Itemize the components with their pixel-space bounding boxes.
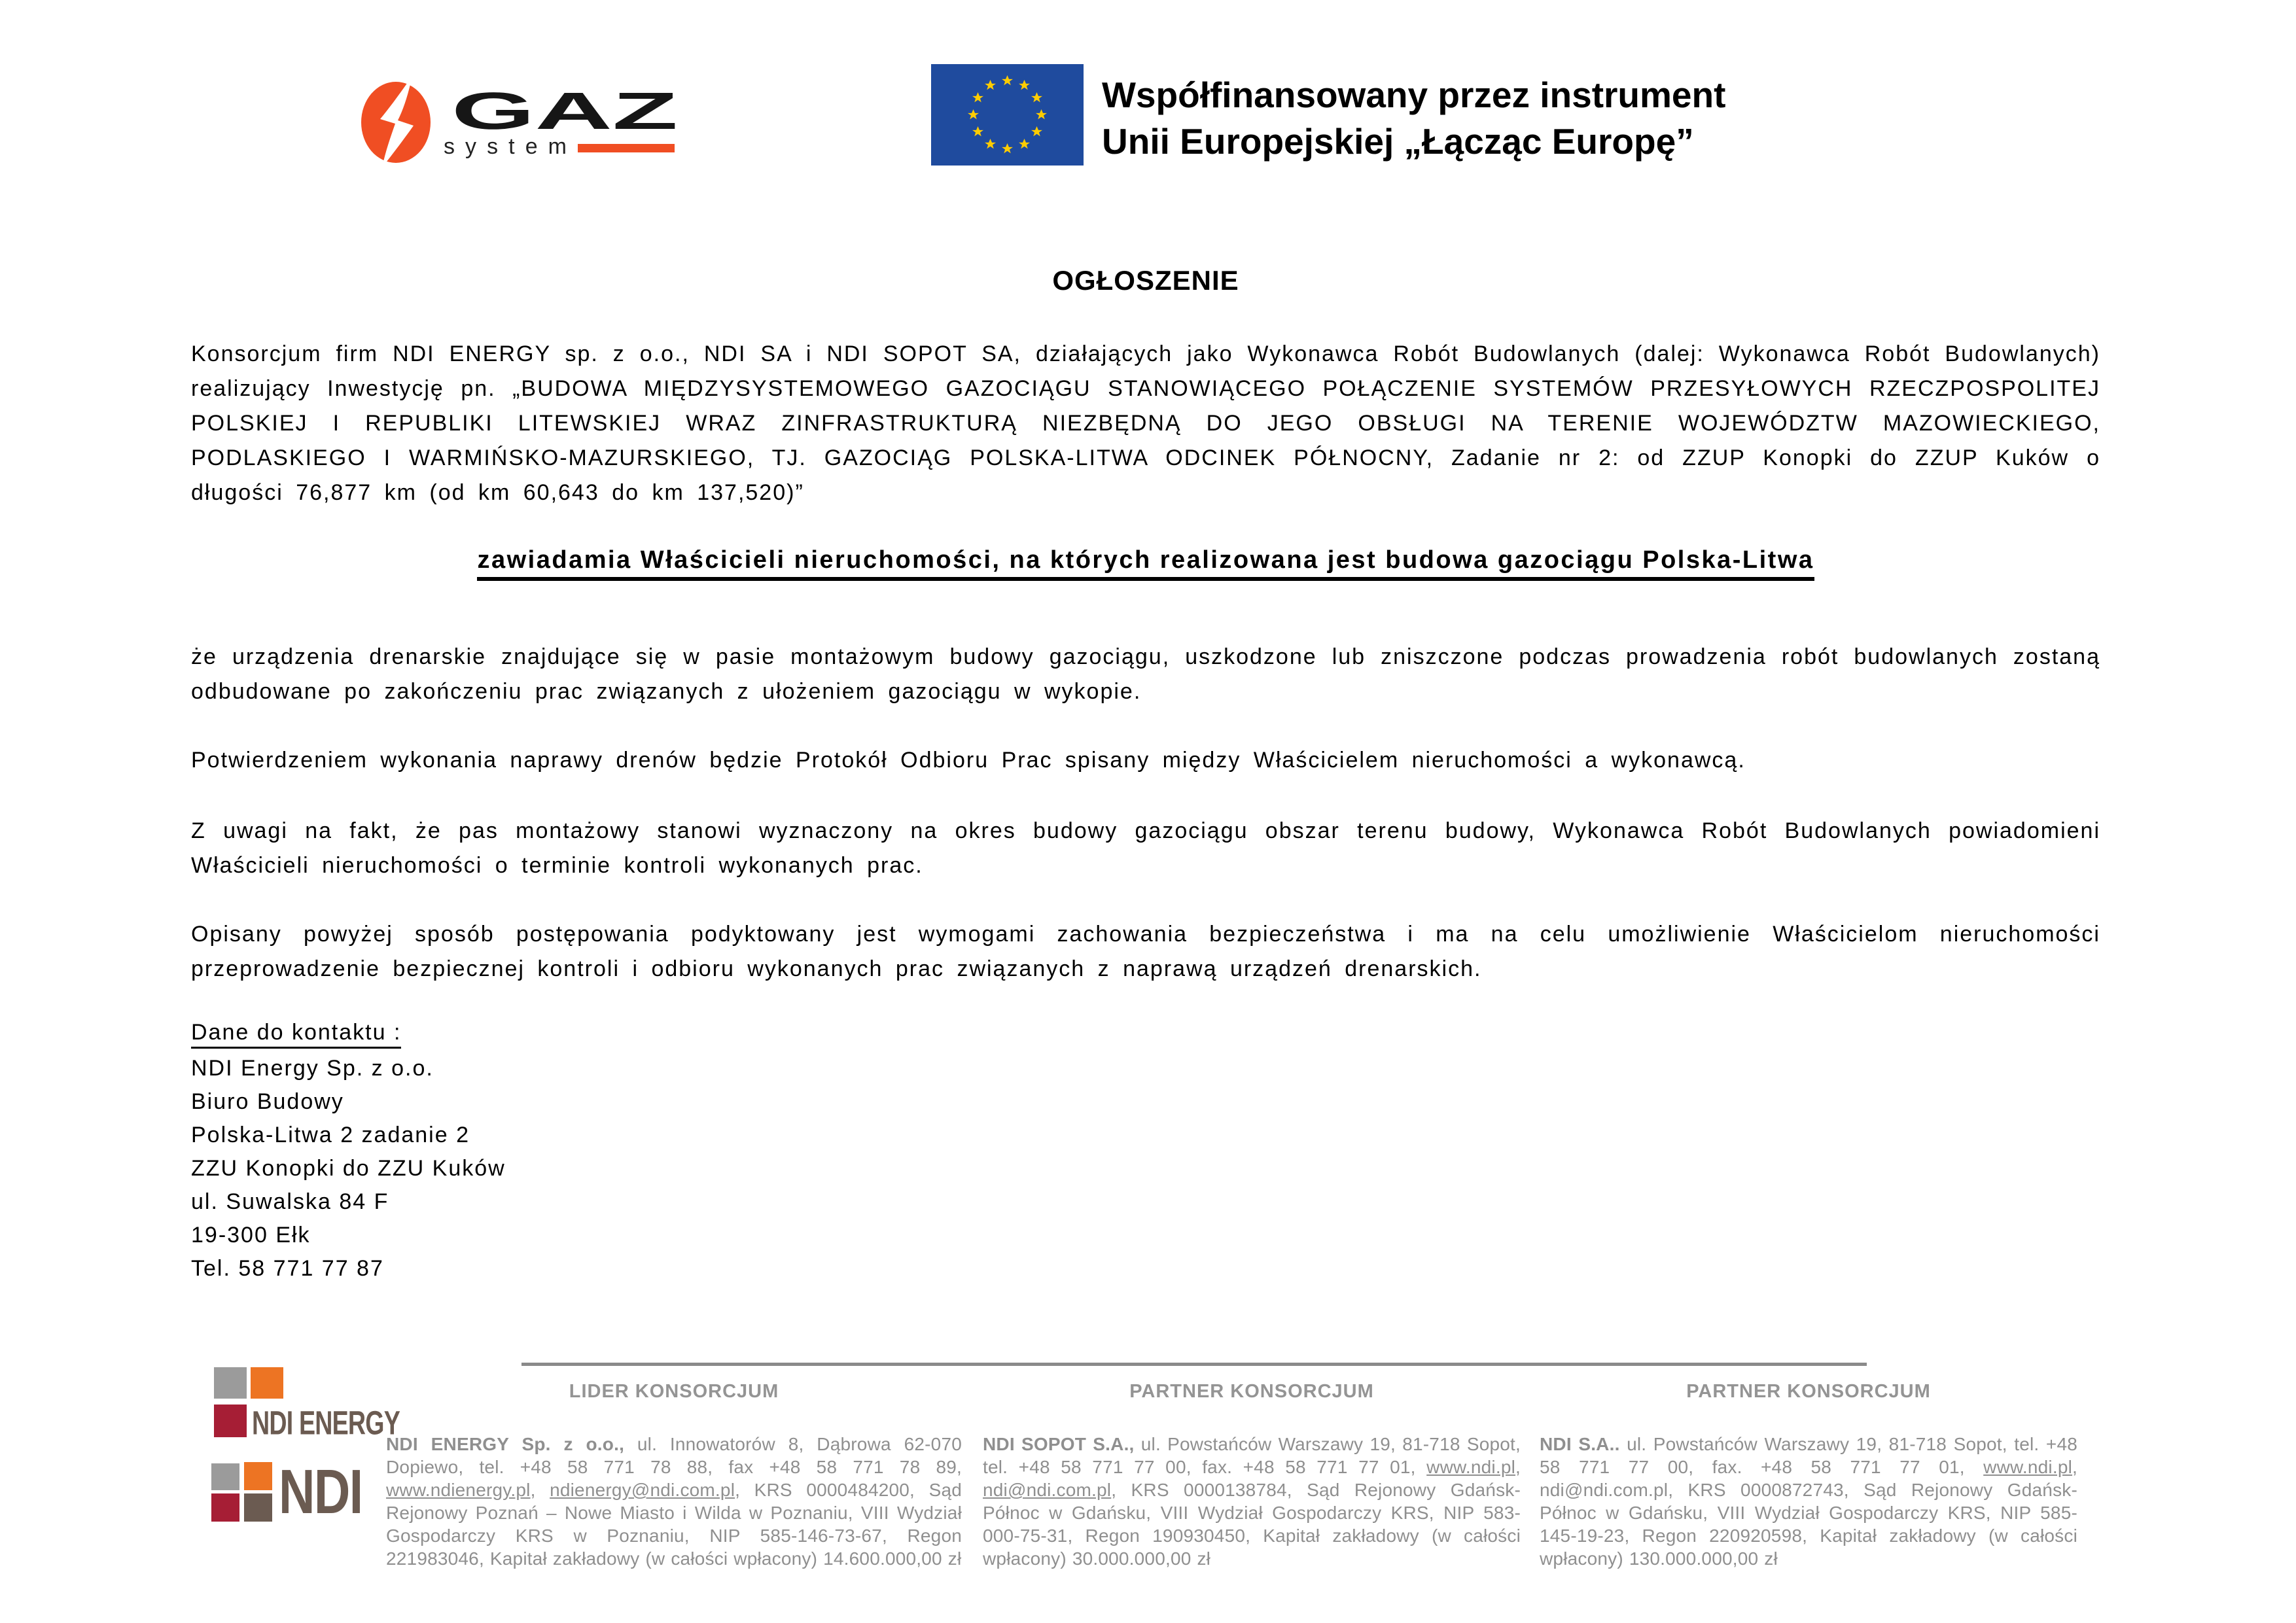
- footer-registry-text: , KRS 0000484200, Sąd Rejonowy Poznań – Nowe Miasto i Wilda w Poznaniu, VIII Wydział Gospodarczy KRS w Poznaniu, NIP 585-146-73-67, Regon 221983046, Kapitał zakładowy (w całości wpłacony) 14.600.000,00 zł: [386, 1480, 962, 1569]
- body-paragraph-4: Opisany powyżej sposób postępowania podyktowany jest wymogami zachowania bezpieczeństwa i ma na celu umożliwienie Właścicielom nieruchomości przeprowadzenie bezpiecznej kontroli i odbioru wykonanych prac związanych z naprawą urządzeń drenarskich.: [191, 922, 2100, 981]
- contact-company: NDI Energy Sp. z o.o.: [191, 1056, 434, 1081]
- eu-text-line1: Współfinansowany przez instrument: [1102, 75, 1726, 115]
- gaz-system-logo: [360, 80, 677, 166]
- footer-column-text: [1540, 1433, 2077, 1570]
- notice-heading: [191, 544, 2100, 576]
- ndi-energy-logo-square-orange: [251, 1367, 283, 1399]
- footer-website-link[interactable]: www.ndi.pl: [1983, 1457, 2073, 1477]
- footer-website-link[interactable]: www.ndienergy.pl: [386, 1480, 531, 1500]
- footer-address-text: ul. Powstańców Warszawy 19, 81-718 Sopot, tel. +48 58 771 77 00, fax. +48 58 771 77 01,: [983, 1434, 1521, 1477]
- contact-street: ul. Suwalska 84 F: [191, 1189, 389, 1214]
- footer-separator-text: ,: [1515, 1457, 1521, 1477]
- page-title: OGŁOSZENIE: [1052, 265, 1239, 296]
- body-paragraph-1: że urządzenia drenarskie znajdujące się w pasie montażowym budowy gazociągu, uszkodzone lub zniszczone podczas prowadzenia robót budowlanych zostaną odbudowane po zakończeniu prac związanych z ułożeniem gazociągu w wykopie.: [191, 644, 2100, 704]
- notice-heading-text: zawiadamia Właścicieli nieruchomości, na których realizowana jest budowa gazociągu Polska-Litwa: [477, 546, 1814, 581]
- footer-column-role: PARTNER KONSORCJUM: [1686, 1381, 1931, 1402]
- contact-title: Dane do kontaktu :: [191, 1016, 2100, 1049]
- footer-column-text: [983, 1433, 1521, 1570]
- footer-address-text: ul. Innowatorów 8, Dąbrowa 62-070 Dopiewo, tel. +48 58 771 78 88, fax +48 58 771 78 89,: [386, 1434, 962, 1477]
- gaz-underline-bar: [578, 144, 675, 152]
- ndi-energy-logo-square-crimson: [214, 1405, 247, 1437]
- gaz-tagline: system: [444, 134, 567, 159]
- footer-address-text: ul. Powstańców Warszawy 19, 81-718 Sopot, tel. +48 58 771 77 00, fax. +48 58 771 77 01,: [1540, 1434, 2077, 1477]
- footer-company-name: NDI SOPOT S.A.,: [983, 1434, 1135, 1454]
- contact-office: Biuro Budowy: [191, 1089, 344, 1114]
- contact-block: [191, 1016, 2100, 1285]
- ndi-energy-logo-text: NDI ENERGY: [252, 1403, 400, 1442]
- footer-website-link[interactable]: www.ndi.pl: [1426, 1457, 1516, 1477]
- ndi-logo-square-brown: [244, 1493, 272, 1522]
- body-paragraph-3: Z uwagi na fakt, że pas montażowy stanowi wyznaczony na okres budowy gazociągu obszar terenu budowy, Wykonawca Robót Budowlanych powiadomieni Właścicieli nieruchomości o terminie kontroli wykonanych prac.: [191, 818, 2100, 878]
- footer-email-link[interactable]: ndienergy@ndi.com.pl: [550, 1480, 735, 1500]
- footer-column-lider: [386, 1382, 962, 1570]
- contact-project: Polska-Litwa 2 zadanie 2: [191, 1123, 470, 1147]
- document-content: [191, 265, 2100, 1285]
- footer-column-role: LIDER KONSORCJUM: [569, 1381, 779, 1402]
- ndi-logo-text: NDI: [279, 1457, 362, 1527]
- gaz-flame-icon: [360, 80, 677, 166]
- gaz-wordmark: GAZ: [451, 82, 677, 140]
- footer-column-partner-1: [983, 1382, 1521, 1570]
- intro-paragraph: Konsorcjum firm NDI ENERGY sp. z o.o., NDI SA i NDI SOPOT SA, działających jako Wykonawca Robót Budowlanych (dalej: Wykonawca Robót Budowlanych) realizujący Inwestycję pn. „BUDOWA MIĘDZYSYSTEMOWEGO GAZOCIĄGU STANOWIĄCEGO POŁĄCZENIE SYSTEMÓW PRZESYŁOWYCH RZECZPOSPOLITEJ POLSKIEJ I REPUBLIKI LITEWSKIEJ WRAZ ZINFRASTRUKTURĄ NIEZBĘDNĄ DO JEGO OBSŁUGI NA TERENIE WOJEWÓDZTW MAZOWIECKIEGO, PODLASKIEGO I WARMIŃSKO-MAZURSKIEGO, TJ. GAZOCIĄG POLSKA-LITWA ODCINEK PÓŁNOCNY, Zadanie nr 2: od ZZUP Konopki do ZZUP Kuków o długości 76,877 km (od km 60,643 do km 137,520)”: [191, 341, 2100, 505]
- ndi-logo-square-crimson: [211, 1493, 239, 1522]
- contact-phone: Tel. 58 771 77 87: [191, 1256, 384, 1281]
- ndi-logos: [211, 1365, 408, 1535]
- ndi-energy-logo-square-gray: [214, 1367, 247, 1399]
- footer-company-name: NDI ENERGY Sp. z o.o.,: [386, 1434, 625, 1454]
- footer-column-partner-2: [1540, 1382, 2077, 1570]
- footer-column-text: [386, 1433, 962, 1570]
- footer-separator-text: ,: [530, 1480, 550, 1500]
- footer-registry-text: , ndi@ndi.com.pl, KRS 0000872743, Sąd Rejonowy Gdańsk-Północ w Gdańsku, VIII Wydział Gospodarczy KRS, NIP 585-145-19-23, Regon 220920598, Kapitał zakładowy (w całości wpłacony) 130.000.000,00 zł: [1540, 1457, 2077, 1569]
- footer-email-link[interactable]: ndi@ndi.com.pl: [983, 1480, 1112, 1500]
- footer-column-role: PARTNER KONSORCJUM: [1129, 1381, 1374, 1402]
- contact-section: ZZU Konopki do ZZU Kuków: [191, 1156, 506, 1181]
- body-paragraph-2: Potwierdzeniem wykonania naprawy drenów będzie Protokół Odbioru Prac spisany między Właścicielem nieruchomości a wykonawcą.: [191, 748, 1746, 773]
- ndi-logo-square-orange: [244, 1462, 272, 1490]
- footer-separator-line: [521, 1363, 1867, 1366]
- eu-flag-icon: [931, 64, 1084, 166]
- eu-cofinancing-block: [931, 64, 1725, 166]
- eu-text-line2: Unii Europejskiej „Łącząc Europę”: [1102, 121, 1694, 162]
- eu-cofinancing-text: [1102, 64, 1725, 165]
- footer-company-name: NDI S.A..: [1540, 1434, 1620, 1454]
- ndi-logo-square-gray: [211, 1463, 239, 1490]
- contact-city: 19-300 Ełk: [191, 1223, 311, 1248]
- footer-registry-text: , KRS 0000138784, Sąd Rejonowy Gdańsk-Północ w Gdańsku, VIII Wydział Gospodarczy KRS, NIP 583-000-75-31, Regon 190930450, Kapitał zakładowy (w całości wpłacony) 30.000.000,00 zł: [983, 1480, 1521, 1569]
